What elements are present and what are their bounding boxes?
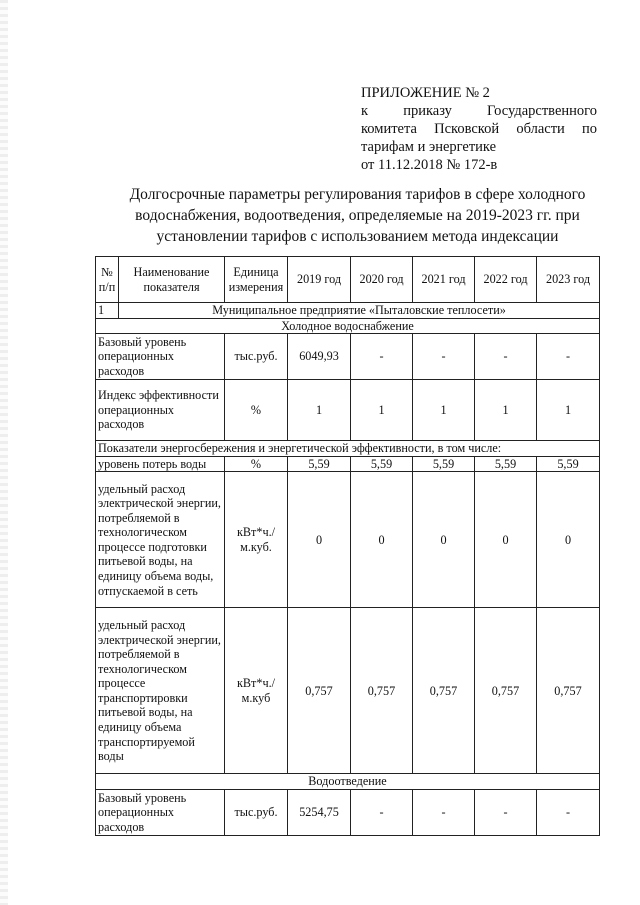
section-wastewater: Водоотведение xyxy=(96,774,600,790)
value-2021: 5,59 xyxy=(413,456,475,472)
value-2019: 0 xyxy=(288,472,351,608)
value-2022: 5,59 xyxy=(475,456,537,472)
value-2021: 0,757 xyxy=(413,608,475,774)
appendix-line-3: тарифам и энергетике xyxy=(361,139,497,155)
row-name: Базовый уровень операционных расходов xyxy=(96,334,225,380)
value-2022: 0,757 xyxy=(475,608,537,774)
value-2020: - xyxy=(351,334,413,380)
value-2023: - xyxy=(537,789,600,835)
value-2022: - xyxy=(475,789,537,835)
header-2022: 2022 год xyxy=(475,257,537,303)
row-unit: тыс.руб. xyxy=(225,334,288,380)
row-unit: % xyxy=(225,456,288,472)
row-unit: тыс.руб. xyxy=(225,789,288,835)
row-name: Базовый уровень операционных расходов xyxy=(96,789,225,835)
value-2021: 1 xyxy=(413,380,475,441)
table-row xyxy=(96,380,600,441)
value-2023: - xyxy=(537,334,600,380)
row-unit: кВт*ч./м.куб xyxy=(225,608,288,774)
section-row-waste xyxy=(96,774,600,790)
value-2019: 5,59 xyxy=(288,456,351,472)
row-name: удельный расход электрической энергии, потребляемой в технологическом процессе транспортировки питьевой воды, на единицу объема транспортируемой воды xyxy=(96,608,225,774)
value-2019: 5254,75 xyxy=(288,789,351,835)
table-row xyxy=(96,472,600,608)
value-2023: 0 xyxy=(537,472,600,608)
value-2022: 1 xyxy=(475,380,537,441)
enterprise-row xyxy=(96,303,600,319)
title-line-2: водоснабжения, водоотведения, определяемые на 2019-2023 гг. при xyxy=(135,207,580,224)
header-unit: Единица измерения xyxy=(225,257,288,303)
row-unit: % xyxy=(225,380,288,441)
value-2021: 0 xyxy=(413,472,475,608)
enterprise-name: Муниципальное предприятие «Пыталовские теплосети» xyxy=(119,303,600,319)
document-title xyxy=(100,184,615,247)
value-2020: 0,757 xyxy=(351,608,413,774)
value-2022: - xyxy=(475,334,537,380)
value-2021: - xyxy=(413,334,475,380)
enterprise-num: 1 xyxy=(96,303,119,319)
table-header-row xyxy=(96,257,600,303)
appendix-line-2: комитета Псковской области по xyxy=(361,121,597,137)
table-row xyxy=(96,789,600,835)
scan-edge xyxy=(0,0,8,905)
value-2020: 0 xyxy=(351,472,413,608)
value-2020: 5,59 xyxy=(351,456,413,472)
value-2023: 5,59 xyxy=(537,456,600,472)
value-2019: 1 xyxy=(288,380,351,441)
row-name: Индекс эффективности операционных расходов xyxy=(96,380,225,441)
header-name: Наименование показателя xyxy=(119,257,225,303)
title-line-3: установлении тарифов с использованием метода индексации xyxy=(156,228,559,245)
row-name: удельный расход электрической энергии, потребляемой в технологическом процессе подготовки питьевой воды, на единицу объема воды, отпускаемой в сеть xyxy=(96,472,225,608)
value-2019: 0,757 xyxy=(288,608,351,774)
header-num: № п/п xyxy=(96,257,119,303)
header-2023: 2023 год xyxy=(537,257,600,303)
row-unit: кВт*ч./м.куб. xyxy=(225,472,288,608)
energy-header-row xyxy=(96,441,600,457)
value-2021: - xyxy=(413,789,475,835)
parameters-table xyxy=(95,256,600,836)
table-row xyxy=(96,456,600,472)
title-line-1: Долгосрочные параметры регулирования тарифов в сфере холодного xyxy=(129,186,586,203)
table-row xyxy=(96,608,600,774)
header-2021: 2021 год xyxy=(413,257,475,303)
value-2022: 0 xyxy=(475,472,537,608)
appendix-heading: ПРИЛОЖЕНИЕ № 2 xyxy=(361,85,490,101)
section-cold-water: Холодное водоснабжение xyxy=(96,318,600,334)
table-row xyxy=(96,334,600,380)
header-2019: 2019 год xyxy=(288,257,351,303)
value-2020: 1 xyxy=(351,380,413,441)
energy-indicators-header: Показатели энергосбережения и энергетической эффективности, в том числе: xyxy=(96,441,600,457)
value-2023: 0,757 xyxy=(537,608,600,774)
header-2020: 2020 год xyxy=(351,257,413,303)
appendix-line-1: к приказу Государственного xyxy=(361,103,597,119)
value-2023: 1 xyxy=(537,380,600,441)
appendix-line-4: от 11.12.2018 № 172-в xyxy=(361,157,498,173)
appendix-block xyxy=(361,84,597,174)
row-name: уровень потерь воды xyxy=(96,456,225,472)
section-row-cold xyxy=(96,318,600,334)
value-2019: 6049,93 xyxy=(288,334,351,380)
value-2020: - xyxy=(351,789,413,835)
